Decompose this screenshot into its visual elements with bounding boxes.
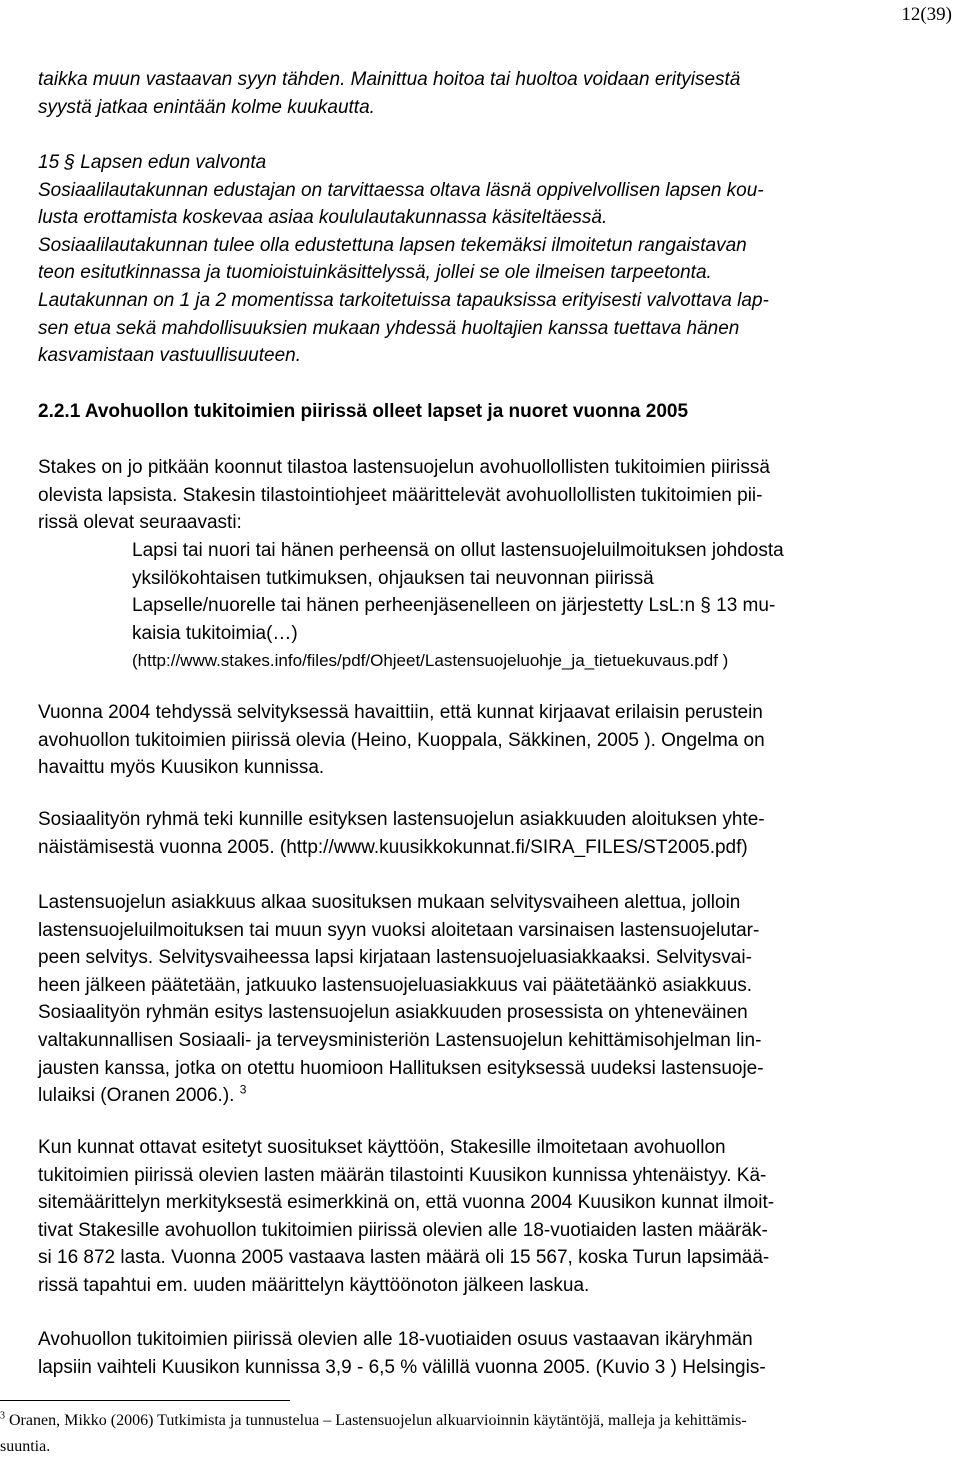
text-line: taikka muun vastaavan syyn tähden. Mainittua hoitoa tai huoltoa voidaan erityisestä	[38, 69, 741, 90]
page-number: 12(39)	[901, 4, 952, 25]
text-line: Lautakunnan on 1 ja 2 momentissa tarkoitetuissa tapauksissa erityisesti valvottava lap-	[38, 289, 769, 311]
text-line: si 16 872 lasta. Vuonna 2005 vastaava lasten määrä oli 15 567, koska Turun lapsimää-	[38, 1247, 770, 1269]
text-line: tukitoimien piirissä olevien lasten määrän tilastointi Kuusikon kunnissa yhtenäistyy. Kä-	[38, 1164, 767, 1186]
paragraph-osuus	[38, 1326, 956, 1381]
text-line	[38, 1082, 956, 1110]
text-line: Sosiaalilautakunnan tulee olla edustettuna lapsen tekemäksi ilmoitetun rangaistavan	[38, 234, 747, 256]
intro-paragraph	[38, 66, 956, 121]
paragraph-stakes	[38, 454, 956, 537]
footnote-number: 3	[0, 1410, 5, 1422]
footnote-text: Oranen, Mikko (2006) Tutkimista ja tunnustelua – Lastensuojelun alkuarvioinnin käytäntöjä, malleja ja kehittämis-	[9, 1412, 747, 1429]
text-line: yksilökohtaisen tutkimuksen, ohjauksen tai neuvonnan piirissä	[132, 567, 654, 589]
text-line: kasvamistaan vastuullisuuteen.	[38, 345, 301, 367]
footnote	[0, 1408, 955, 1460]
text-line: Sosiaalityön ryhmä teki kunnille esityksen lastensuojelun asiakkuuden aloituksen yhte-	[38, 809, 765, 830]
text-line: Avohuollon tukitoimien piirissä olevien alle 18-vuotiaiden osuus vastaavan ikäryhmän	[38, 1329, 753, 1350]
text-line: lastensuojeluilmoituksen tai muun syyn vuoksi aloitetaan varsinaisen lastensuojelutar-	[38, 919, 760, 941]
text-line: avohuollon tukitoimien piirissä olevia (Heino, Kuoppala, Säkkinen, 2005 ). Ongelma on	[38, 729, 765, 751]
footnote-divider	[0, 1400, 290, 1401]
text-line: Kun kunnat ottavat esitetyt suositukset käyttöön, Stakesille ilmoitetaan avohuollon	[38, 1137, 726, 1158]
heading-2-2-1: 2.2.1 Avohuollon tukitoimien piirissä olleet lapset ja nuoret vuonna 2005	[38, 401, 689, 422]
section-heading	[38, 398, 956, 426]
footnote-line: suuntia.	[0, 1438, 51, 1455]
text-line: Sosiaalilautakunnan edustajan on tarvittaessa oltava läsnä oppivelvollisen lapsen kou-	[38, 179, 764, 201]
text-line: Stakes on jo pitkään koonnut tilastoa lastensuojelun avohuollollisten tukitoimien piirissä	[38, 457, 770, 478]
text-line: valtakunnallisen Sosiaali- ja terveysministeriön Lastensuojelun kehittämisohjelman lin-	[38, 1029, 762, 1051]
text-line: jausten kanssa, jotka on otettu huomioon Hallituksen esityksessä uudeksi lastensuoje-	[38, 1057, 764, 1079]
text-line: näistämisestä vuonna 2005. (http://www.kuusikkokunnat.fi/SIRA_FILES/ST2005.pdf)	[38, 836, 748, 858]
indented-definition	[132, 537, 956, 675]
text-line: Sosiaalityön ryhmän esitys lastensuojelun asiakkuuden prosessista on yhteneväinen	[38, 1002, 748, 1024]
text-line: rissä tapahtui em. uuden määrittelyn käyttöönoton jälkeen laskua.	[38, 1274, 590, 1296]
footnote-line	[0, 1408, 955, 1434]
text-line: kaisia tukitoimia(…)	[132, 622, 298, 644]
text-line: sitemäärittelyn merkityksestä esimerkkinä on, että vuonna 2004 Kuusikon kunnat ilmoit-	[38, 1192, 775, 1214]
text-line: lapsiin vaihteli Kuusikon kunnissa 3,9 - 6,5 % välillä vuonna 2005. (Kuvio 3 ) Helsingis-	[38, 1356, 766, 1378]
text-line: Lapselle/nuorelle tai hänen perheenjäsenelleen on järjestetty LsL:n § 13 mu-	[132, 595, 776, 617]
text-line: peen selvitys. Selvitysvaiheessa lapsi kirjataan lastensuojeluasiakkaaksi. Selvitysvai-	[38, 947, 752, 969]
text-line: tivat Stakesille avohuollon tukitoimien piirissä olevien alle 18-vuotiaiden lasten määräk-	[38, 1219, 768, 1241]
text-line: teon esitutkinnassa ja tuomioistuinkäsittelyssä, jollei se ole ilmeisen tarpeetonta.	[38, 262, 712, 284]
text-line: olevista lapsista. Stakesin tilastointiohjeet määrittelevät avohuollollisten tukitoimien pii-	[38, 484, 763, 506]
section-15	[38, 149, 956, 370]
text-line: syystä jatkaa enintään kolme kuukautta.	[38, 96, 375, 118]
text-line: sen etua sekä mahdollisuuksien mukaan yhdessä huoltajien kanssa tuettava hänen	[38, 317, 740, 339]
stakes-url: (http://www.stakes.info/files/pdf/Ohjeet/Lastensuojeluohje_ja_tietuekuvaus.pdf )	[132, 651, 729, 671]
text-line: Lastensuojelun asiakkuus alkaa suosituksen mukaan selvitysvaiheen alettua, jolloin	[38, 892, 741, 913]
text-span: lulaiksi (Oranen 2006.).	[38, 1085, 235, 1107]
text-line: lusta erottamista koskevaa asiaa koululautakunnassa käsiteltäessä.	[38, 207, 608, 229]
text-line: heen jälkeen päätetään, jatkuuko lastensuojeluasiakkuus vai päätetäänkö asiakkuus.	[38, 974, 753, 996]
text-line: Lapsi tai nuori tai hänen perheensä on ollut lastensuojeluilmoituksen johdosta	[132, 540, 784, 561]
paragraph-ryhma	[38, 806, 956, 861]
paragraph-asiakkuus	[38, 889, 956, 1110]
text-line: rissä olevat seuraavasti:	[38, 512, 242, 534]
footnote-reference[interactable]: 3	[239, 1082, 247, 1097]
text-line: havaittu myös Kuusikon kunnissa.	[38, 757, 325, 779]
text-line: Vuonna 2004 tehdyssä selvityksessä havaittiin, että kunnat kirjaavat erilaisin perustein	[38, 702, 763, 723]
section-15-heading: 15 § Lapsen edun valvonta	[38, 152, 267, 173]
paragraph-2004	[38, 699, 956, 782]
paragraph-kunnat	[38, 1134, 956, 1300]
